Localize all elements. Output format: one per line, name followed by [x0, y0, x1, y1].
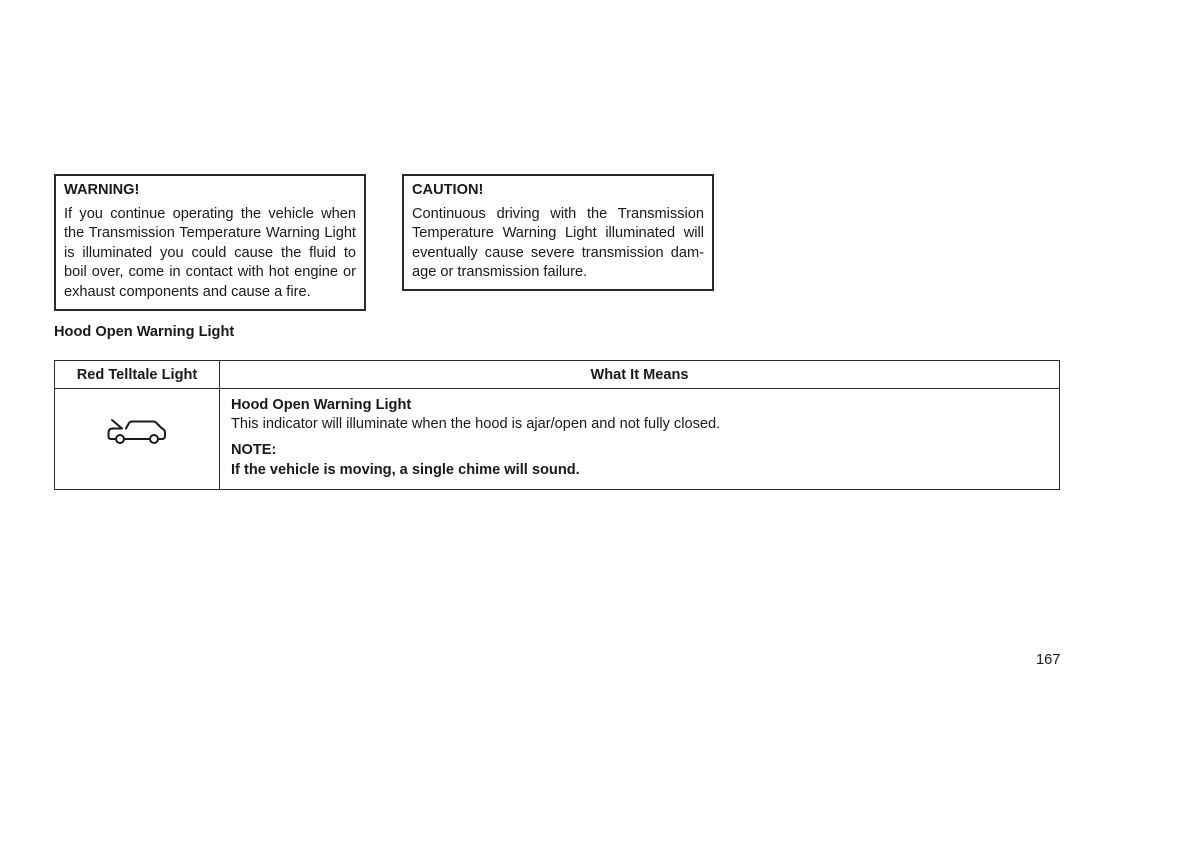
header-what-it-means: What It Means: [220, 361, 1060, 389]
entry-description: This indicator will illuminate when the hood is ajar/open and not fully closed.: [231, 415, 721, 432]
warning-text: If you continue operating the vehicle when the Transmission Temperature Warning Light is illuminated you could cause the fluid to boil over, come in contact with hot engine or exhaust components and cause a fire.: [64, 205, 356, 300]
section-heading: Hood Open Warning Light: [54, 324, 235, 340]
note-label: NOTE:: [231, 442, 277, 458]
page-number: 167: [1036, 652, 1061, 668]
warning-box: [54, 174, 366, 311]
telltale-table: [54, 360, 1060, 490]
caution-box: [402, 174, 714, 291]
header-red-telltale-light: Red Telltale Light: [55, 361, 220, 389]
icon-cell: [55, 389, 220, 490]
hood-open-icon: [105, 411, 169, 445]
note-text: If the vehicle is moving, a single chime will sound.: [231, 461, 580, 478]
table-header-row: [55, 361, 1060, 389]
caution-text: Continuous driving with the Transmission Temperature Warning Light illuminated will eventually cause severe transmission dam-age or transmission failure.: [412, 205, 704, 281]
table-row: [55, 389, 1060, 490]
caution-title: CAUTION!: [412, 182, 484, 198]
warning-title: WARNING!: [64, 182, 140, 198]
entry-title: Hood Open Warning Light: [231, 397, 412, 413]
description-cell: [220, 389, 1060, 490]
